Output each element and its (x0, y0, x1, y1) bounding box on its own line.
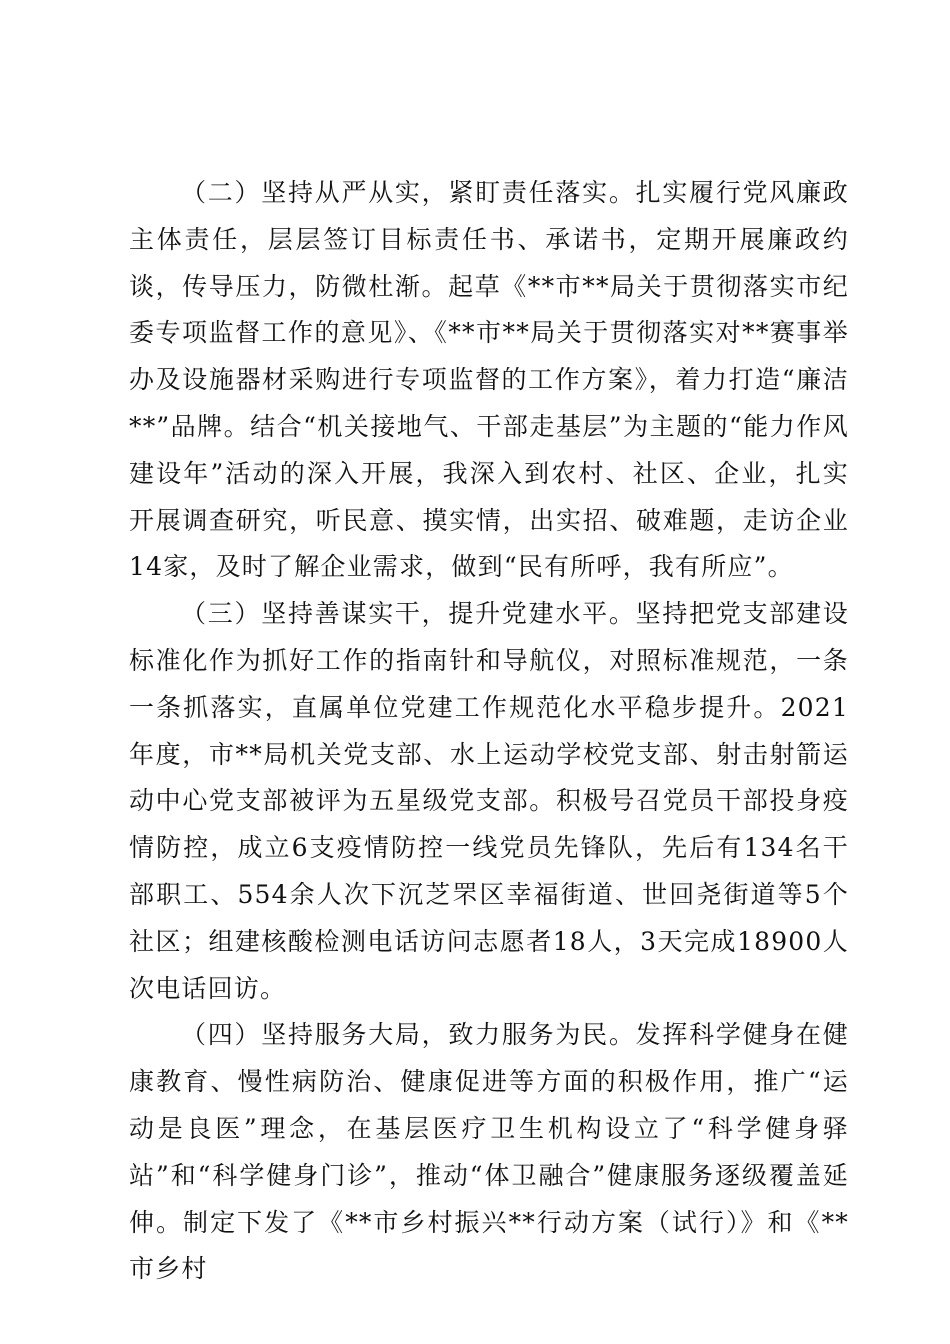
paragraph-party-building: （三）坚持善谋实干，提升党建水平。坚持把党支部建设标准化作为抓好工作的指南针和导航仪，对照标准规范，一条一条抓落实，直属单位党建工作规范化水平稳步提升。2021年度，市**局机关党支部、水上运动学校党支部、射击射箭运动中心党支部被评为五星级党支部。积极号召党员干部投身疫情防控，成立6支疫情防控一线党员先锋队，先后有134名干部职工、554余人次下沉芝罘区幸福街道、世回尧街道等5个社区；组建核酸检测电话访问志愿者18人，3天完成18900人次电话回访。 (129, 599, 849, 1003)
paragraph-responsibility: （二）坚持从严从实，紧盯责任落实。扎实履行党风廉政主体责任，层层签订目标责任书、承诺书，定期开展廉政约谈，传导压力，防微杜渐。起草《**市**局关于贯彻落实市纪委专项监督工作的意见》、《**市**局关于贯彻落实对**赛事举办及设施器材采购进行专项监督的工作方案》，着力打造“廉洁**”品牌。结合“机关接地气、干部走基层”为主题的“能力作风建设年”活动的深入开展，我深入到农村、社区、企业，扎实开展调查研究，听民意、摸实情，出实招、破难题，走访企业14家，及时了解企业需求，做到“民有所呼，我有所应”。 (129, 178, 849, 582)
paragraph-service: （四）坚持服务大局，致力服务为民。发挥科学健身在健康教育、慢性病防治、健康促进等方面的积极作用，推广“运动是良医”理念，在基层医疗卫生机构设立了“科学健身驿站”和“科学健身门诊”，推动“体卫融合”健康服务逐级覆盖延伸。制定下发了《**市乡村振兴**行动方案（试行）》和《**市乡村 (129, 1020, 849, 1284)
document-body (129, 170, 849, 1293)
